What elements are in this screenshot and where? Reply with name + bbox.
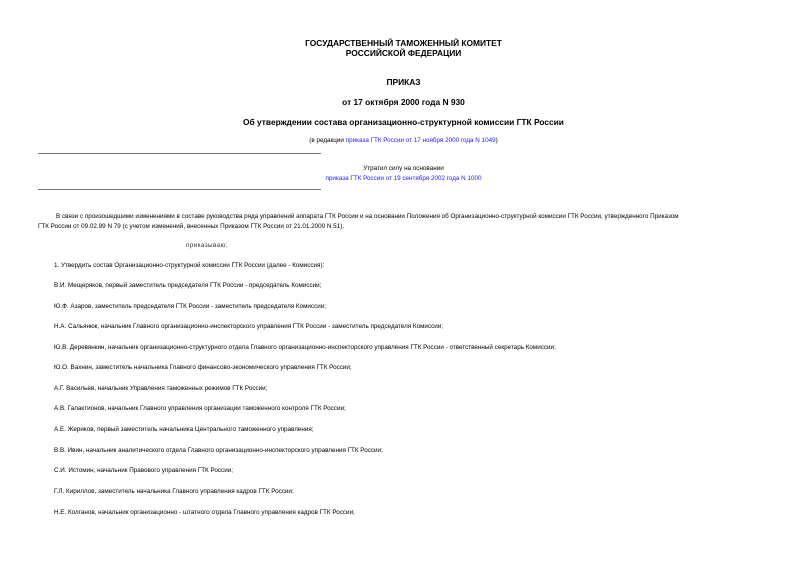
doc-title: Об утверждении состава организационно-структурной комиссии ГТК России — [243, 117, 564, 127]
doc-date: от 17 октября 2000 года N 930 — [342, 97, 465, 107]
list-item: С.И. Истомин, начальник Правового управления ГТК России; — [54, 467, 233, 474]
list-item: Н.А. Сальянюк, начальник Главного организационно-инспекторского управления ГТК России - заместитель председателя Комиссии; — [54, 323, 444, 330]
edition-prefix: (в редакции — [309, 137, 346, 144]
list-item: В.И. Мещеряков, первый заместитель председателя ГТК России - председатель Комиссии; — [54, 282, 322, 289]
list-item: Н.Е. Колганов, начальник организационно - штатного отдела Главного управления кадров ГТК России; — [54, 509, 355, 516]
list-item: А.Е. Жериков, первый заместитель начальника Центрального таможенного управления; — [54, 426, 314, 433]
list-item: В.В. Ивин, начальник аналитического отдела Главного организационно-инспекторского управления ГТК России; — [54, 447, 383, 454]
list-item: Ю.В. Деревянкин, начальник организационно-структурного отдела Главного организационно-инспекторского управления ГТК России - ответственный секретарь Комиссии; — [54, 344, 556, 351]
list-item: А.Г. Васильев, начальник Управления таможенных режимов ГТК России; — [54, 385, 268, 392]
edition-note — [0, 137, 807, 145]
divider-bottom — [38, 189, 321, 190]
doc-type: ПРИКАЗ — [386, 77, 421, 87]
lost-force-line2 — [0, 175, 807, 183]
org-name-line2: РОССИЙСКОЙ ФЕДЕРАЦИИ — [345, 48, 462, 58]
list-item: Г.Л. Кириллов, заместитель начальника Главного управления кадров ГТК России; — [54, 488, 294, 495]
order-word: приказываю: — [186, 242, 228, 249]
lost-force-link[interactable]: приказа ГТК России от 19 сентября 2002 года N 1000 — [325, 175, 482, 182]
list-item: А.В. Галактионов, начальник Главного управления организации таможенного контроля ГТК России; — [54, 405, 346, 412]
list-item: 1. Утвердить состав Организационно-структурной комиссии ГТК России (далее - Комиссия): — [54, 262, 325, 269]
preamble-line2: ГТК России от 09.02.99 N 79 (с учетом изменений, внесенных Приказом ГТК России от 21.01.2000 N 51), — [38, 223, 345, 230]
preamble-line1: В связи с произошедшими изменениями в составе руководства ряда управлений аппарата ГТК России и на основании Положения об Организационно-структурной комиссии ГТК России, утвержденного Приказом — [56, 213, 679, 220]
divider-top — [38, 153, 321, 154]
lost-force-text: Утратил силу на основании — [363, 165, 444, 172]
list-item: Ю.Ф. Азаров, заместитель председателя ГТК России - заместитель председателя Комиссии; — [54, 303, 326, 310]
list-item: Ю.О. Вахнин, заместитель начальника Главного финансово-экономического управления ГТК России; — [54, 364, 352, 371]
org-name-line1: ГОСУДАРСТВЕННЫЙ ТАМОЖЕННЫЙ КОМИТЕТ — [305, 38, 502, 48]
edition-suffix: ) — [495, 137, 498, 144]
edition-link[interactable]: приказа ГТК России от 17 ноября 2000 года N 1049 — [345, 137, 496, 144]
